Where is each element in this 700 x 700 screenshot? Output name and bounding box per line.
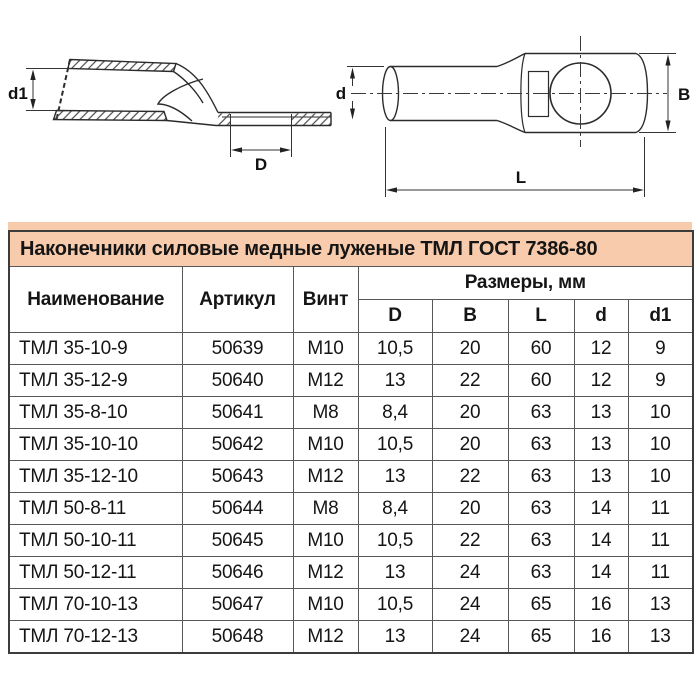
table-row [9, 621, 693, 654]
flare-bottom [497, 121, 525, 133]
cell-B: 20 [432, 397, 508, 429]
col-header-article: Артикул [182, 267, 293, 333]
dimension-L [386, 127, 645, 197]
cell-B: 24 [432, 621, 508, 654]
table-row [9, 525, 693, 557]
cell-d: 14 [574, 525, 628, 557]
cell-d1: 10 [628, 397, 693, 429]
table-row [9, 493, 693, 525]
flare-top [497, 54, 525, 67]
cell-D: 8,4 [358, 397, 432, 429]
cell-L: 63 [508, 461, 574, 493]
technical-drawing [0, 0, 700, 218]
dimension-D [231, 114, 292, 174]
label-L: L [515, 168, 527, 187]
cell-B: 20 [432, 429, 508, 461]
cell-d: 14 [574, 493, 628, 525]
col-header-name: Наименование [9, 267, 182, 333]
cell-d1: 9 [628, 333, 693, 365]
cell-screw: M8 [293, 493, 358, 525]
table-row [9, 589, 693, 621]
table-row [9, 461, 693, 493]
cell-d: 12 [574, 365, 628, 397]
cell-name: ТМЛ 70-12-13 [9, 621, 182, 654]
cell-B: 22 [432, 525, 508, 557]
cell-B: 20 [432, 333, 508, 365]
cell-d: 13 [574, 429, 628, 461]
cell-article: 50642 [182, 429, 293, 461]
table-row [9, 333, 693, 365]
cell-d: 12 [574, 333, 628, 365]
top-strip [8, 222, 692, 230]
cell-B: 24 [432, 589, 508, 621]
cell-d1: 13 [628, 589, 693, 621]
cell-d1: 11 [628, 525, 693, 557]
cell-article: 50646 [182, 557, 293, 589]
cell-article: 50640 [182, 365, 293, 397]
cell-B: 22 [432, 461, 508, 493]
label-D: D [254, 155, 268, 174]
cell-article: 50643 [182, 461, 293, 493]
cell-D: 8,4 [358, 493, 432, 525]
table-row [9, 397, 693, 429]
cell-d: 14 [574, 557, 628, 589]
col-header-sizes-group: Размеры, мм [358, 267, 693, 300]
lug-side-view [54, 60, 332, 126]
palm-hatch-left [216, 114, 230, 126]
cell-screw: M12 [293, 365, 358, 397]
cell-D: 13 [358, 461, 432, 493]
cell-L: 65 [508, 621, 574, 654]
cell-D: 10,5 [358, 333, 432, 365]
dimension-d1 [8, 69, 70, 111]
label-d1: d1 [8, 84, 28, 103]
table-title: Наконечники силовые медные луженые ТМЛ ГОСТ 7386-80 [9, 231, 693, 267]
cell-d1: 13 [628, 621, 693, 654]
cell-L: 60 [508, 333, 574, 365]
neck-inner-curve [174, 72, 204, 104]
cell-d1: 11 [628, 557, 693, 589]
cell-name: ТМЛ 35-10-9 [9, 333, 182, 365]
cell-L: 63 [508, 525, 574, 557]
cell-D: 13 [358, 557, 432, 589]
cell-screw: M8 [293, 397, 358, 429]
col-header-screw: Винт [293, 267, 358, 333]
cell-d1: 10 [628, 429, 693, 461]
cell-d: 16 [574, 589, 628, 621]
cell-L: 65 [508, 589, 574, 621]
cell-L: 63 [508, 493, 574, 525]
cell-screw: M12 [293, 557, 358, 589]
cell-name: ТМЛ 35-12-10 [9, 461, 182, 493]
cell-d1: 11 [628, 493, 693, 525]
cell-name: ТМЛ 50-8-11 [9, 493, 182, 525]
col-header-L: L [508, 300, 574, 333]
cell-article: 50639 [182, 333, 293, 365]
cell-article: 50648 [182, 621, 293, 654]
cell-D: 10,5 [358, 525, 432, 557]
cell-name: ТМЛ 35-10-10 [9, 429, 182, 461]
barrel-bottom-wall [54, 111, 168, 121]
cell-D: 10,5 [358, 589, 432, 621]
label-B: B [678, 85, 691, 104]
table-row [9, 365, 693, 397]
col-header-d1: d1 [628, 300, 693, 333]
neck-outer-curve [176, 64, 218, 113]
header-row-main [9, 267, 693, 300]
cell-article: 50645 [182, 525, 293, 557]
cell-name: ТМЛ 35-8-10 [9, 397, 182, 429]
cell-D: 10,5 [358, 429, 432, 461]
table-title-row [9, 231, 693, 267]
cell-B: 22 [432, 365, 508, 397]
cell-L: 63 [508, 429, 574, 461]
cell-d: 13 [574, 397, 628, 429]
cell-name: ТМЛ 50-10-11 [9, 525, 182, 557]
cell-article: 50647 [182, 589, 293, 621]
table-row [9, 557, 693, 589]
barrel-top-wall [68, 60, 176, 72]
cell-B: 20 [432, 493, 508, 525]
cell-article: 50644 [182, 493, 293, 525]
palm-hatch-right [292, 114, 331, 126]
col-header-d: d [574, 300, 628, 333]
table-row [9, 429, 693, 461]
cell-name: ТМЛ 70-10-13 [9, 589, 182, 621]
col-header-B: B [432, 300, 508, 333]
cell-name: ТМЛ 35-12-9 [9, 365, 182, 397]
cell-D: 13 [358, 365, 432, 397]
cell-screw: M10 [293, 525, 358, 557]
cell-d1: 10 [628, 461, 693, 493]
cell-article: 50641 [182, 397, 293, 429]
cell-d1: 9 [628, 365, 693, 397]
cell-d: 13 [574, 461, 628, 493]
cell-L: 63 [508, 397, 574, 429]
cell-L: 60 [508, 365, 574, 397]
cell-screw: M12 [293, 621, 358, 654]
label-d: d [335, 84, 347, 103]
cell-d: 16 [574, 621, 628, 654]
spec-table [8, 230, 694, 654]
cell-L: 63 [508, 557, 574, 589]
cell-name: ТМЛ 50-12-11 [9, 557, 182, 589]
cell-B: 24 [432, 557, 508, 589]
cell-screw: M12 [293, 461, 358, 493]
cell-screw: M10 [293, 429, 358, 461]
cell-screw: M10 [293, 333, 358, 365]
cell-D: 13 [358, 621, 432, 654]
cell-screw: M10 [293, 589, 358, 621]
col-header-D: D [358, 300, 432, 333]
